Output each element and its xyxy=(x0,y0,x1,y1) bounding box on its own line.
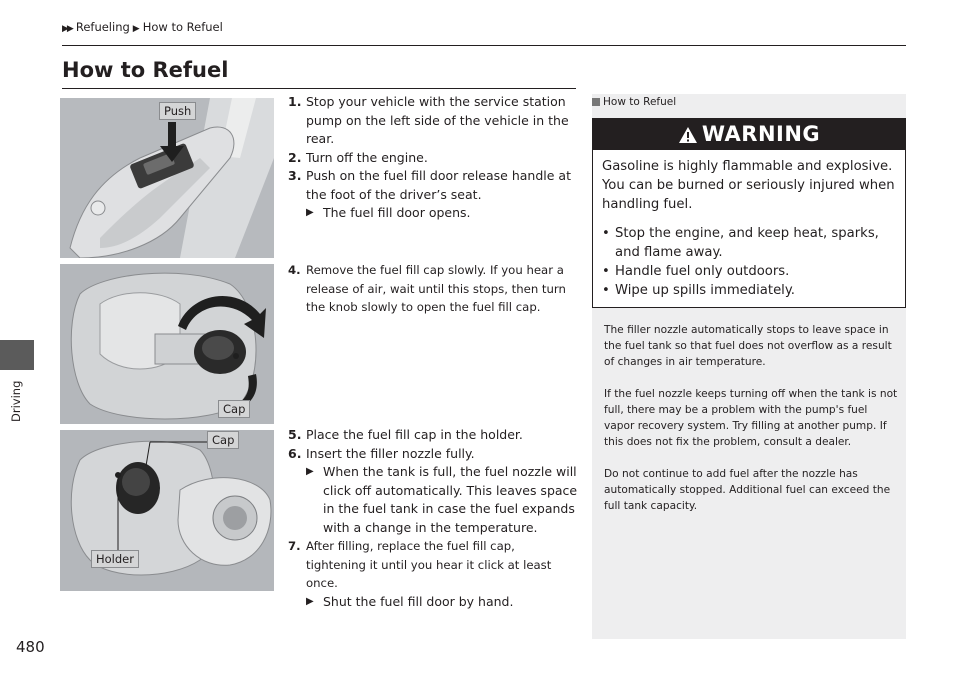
step-3 xyxy=(288,167,578,204)
step-text: Stop your vehicle with the service station pump on the left side of the vehicle in the rear. xyxy=(306,94,569,146)
arrow-icon: ▶ xyxy=(132,24,140,34)
breadcrumb xyxy=(62,20,223,34)
steps-group-1 xyxy=(288,93,578,223)
reference-icon xyxy=(592,98,600,106)
note-paragraph-1: The filler nozzle automatically stops to leave space in the fuel tank so that fuel does not overflow as a result of changes in air temperature. xyxy=(604,324,892,368)
warning-list xyxy=(602,224,900,300)
result-text: Shut the fuel fill door by hand. xyxy=(323,593,514,609)
page-number: 480 xyxy=(16,638,45,656)
warning-list-item: • Handle fuel only outdoors. xyxy=(602,262,900,281)
step-number: 3. xyxy=(288,168,302,183)
step-text: Insert the filler nozzle fully. xyxy=(306,445,475,461)
result-arrow-icon: ▶ xyxy=(306,207,314,218)
step-4 xyxy=(288,261,578,317)
illustration-remove-cap xyxy=(60,264,274,424)
step-text: Turn off the engine. xyxy=(306,149,428,165)
double-arrow-icon: ▶▶ xyxy=(62,24,72,34)
breadcrumb-item-refueling[interactable]: Refueling xyxy=(75,20,130,34)
step-7-result xyxy=(288,593,578,612)
warning-text: Gasoline is highly flammable and explosive. You can be burned or seriously injured when handling fuel. xyxy=(602,159,895,212)
breadcrumb-item-how-to-refuel[interactable]: How to Refuel xyxy=(142,20,223,34)
step-text: Push on the fuel fill door release handle at the foot of the driver’s seat. xyxy=(306,168,571,202)
steps-group-2 xyxy=(288,261,578,317)
warning-list-item: • Wipe up spills immediately. xyxy=(602,281,900,300)
illustration-cap-in-holder xyxy=(60,430,274,591)
section-tab-label: Driving xyxy=(9,380,23,422)
result-arrow-icon: ▶ xyxy=(306,466,314,477)
holder-label: Holder xyxy=(91,550,139,568)
info-heading-text: How to Refuel xyxy=(603,96,677,108)
step-number: 4. xyxy=(288,263,301,277)
result-arrow-icon: ▶ xyxy=(306,595,314,607)
section-tab-label-wrap xyxy=(6,370,26,430)
note-paragraph-3: Do not continue to add fuel after the nozzle has automatically stopped. Additional fuel can exceed the full tank capacity. xyxy=(604,468,891,512)
result-text: The fuel fill door opens. xyxy=(323,205,471,220)
result-text: When the tank is full, the fuel nozzle will click off automatically. This leaves space in the fuel tank in case the fuel expands with a change in the temperature. xyxy=(323,464,578,535)
warning-title: WARNING xyxy=(701,122,821,146)
step-number: 1. xyxy=(288,94,302,109)
warning-triangle-icon xyxy=(678,126,698,144)
info-heading xyxy=(592,96,676,108)
step-number: 7. xyxy=(288,539,301,553)
step-2 xyxy=(288,149,578,168)
step-7 xyxy=(288,537,578,593)
step-text: After filling, replace the fuel fill cap, tightening it until you hear it click at least once. xyxy=(306,539,552,590)
page-title: How to Refuel xyxy=(62,58,229,82)
section-tab xyxy=(0,340,34,370)
step-number: 2. xyxy=(288,149,302,165)
step-6 xyxy=(288,445,578,464)
warning-header xyxy=(593,119,905,150)
cap-label-2: Cap xyxy=(207,431,239,449)
step-text: Place the fuel fill cap in the holder. xyxy=(306,427,523,442)
push-label: Push xyxy=(159,102,196,120)
step-5 xyxy=(288,426,578,445)
warning-body xyxy=(602,157,900,300)
warning-box xyxy=(592,118,906,308)
cap-label: Cap xyxy=(218,400,250,418)
release-handle-drawing xyxy=(60,98,274,258)
step-6-result xyxy=(288,463,578,537)
step-1 xyxy=(288,93,578,149)
step-3-result xyxy=(288,204,578,223)
steps-group-3 xyxy=(288,426,578,611)
warning-list-item: • Stop the engine, and keep heat, sparks, and flame away. xyxy=(602,224,900,262)
step-number: 6. xyxy=(288,445,302,461)
note-paragraph-2: If the fuel nozzle keeps turning off when the tank is not full, there may be a problem with the pump's fuel vapor recovery system. Try filling at another pump. If this does not fix the problem, consult a dealer. xyxy=(604,388,898,448)
step-text: Remove the fuel fill cap slowly. If you hear a release of air, wait until this stops, then turn the knob slowly to open the fuel fill cap. xyxy=(306,263,566,314)
title-divider xyxy=(62,88,576,89)
illustration-release-handle xyxy=(60,98,274,258)
step-number: 5. xyxy=(288,427,302,442)
header-divider xyxy=(62,45,906,46)
